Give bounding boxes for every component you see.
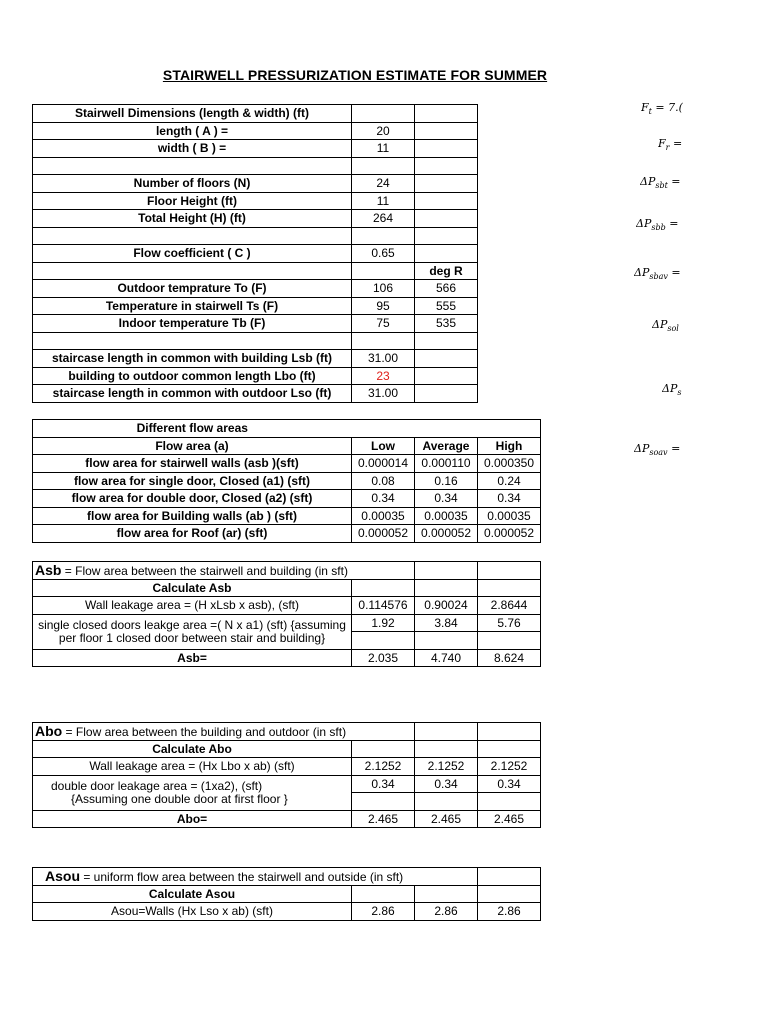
lso-label[interactable]: staircase length in common with outdoor Lso (ft) (33, 385, 352, 403)
flow-row-label[interactable]: flow area for double door, Closed (a2) (sft) (33, 490, 352, 508)
table-row (33, 262, 478, 280)
table-row (33, 367, 478, 385)
equation-ft: $F_t = 7$.( (641, 101, 683, 116)
table-row (33, 579, 541, 597)
table-row (33, 245, 478, 263)
asb-total-low[interactable]: 2.035 (352, 649, 415, 667)
equation-fr: $F_r$ = (658, 137, 683, 152)
abo-wall-high[interactable]: 2.1252 (478, 758, 541, 776)
flow-coef-label[interactable]: Flow coefficient ( C ) (33, 245, 352, 263)
asb-wall-high[interactable]: 2.8644 (478, 597, 541, 615)
asb-calc-label[interactable]: Calculate Asb (33, 579, 352, 597)
lso-value[interactable]: 31.00 (352, 385, 415, 403)
flow-row-low[interactable]: 0.08 (352, 472, 415, 490)
asb-symbol: Asb (35, 561, 62, 578)
flow-row-high[interactable]: 0.00035 (478, 507, 541, 525)
asb-wall-avg[interactable]: 0.90024 (415, 597, 478, 615)
asou-table (32, 867, 541, 921)
table-row (33, 210, 478, 228)
indoor-temp-r[interactable]: 535 (415, 315, 478, 333)
asb-total-high[interactable]: 8.624 (478, 649, 541, 667)
abo-total-high[interactable]: 2.465 (478, 810, 541, 828)
lsb-value[interactable]: 31.00 (352, 350, 415, 368)
table-row (33, 437, 541, 455)
table-row (33, 649, 541, 667)
equation-psoav: $\Delta P_{soav}$ = (634, 442, 681, 457)
table-row (33, 157, 478, 175)
table-row (33, 122, 478, 140)
dims-label[interactable]: Stairwell Dimensions (length & width) (ft) (33, 105, 352, 123)
abo-calc-label[interactable]: Calculate Abo (33, 740, 352, 758)
deg-r-header[interactable]: deg R (415, 262, 478, 280)
outdoor-temp-r[interactable]: 566 (415, 280, 478, 298)
table-row (33, 723, 541, 741)
table-row (33, 525, 541, 543)
flow-row-low[interactable]: 0.000014 (352, 455, 415, 473)
asou-description: = uniform flow area between the stairwell and outside (in sft) (80, 869, 404, 884)
asb-total-label[interactable]: Asb= (33, 649, 352, 667)
asb-description: = Flow area between the stairwell and building (in sft) (61, 563, 348, 578)
floor-height-value[interactable]: 11 (352, 192, 415, 210)
stair-temp-f[interactable]: 95 (352, 297, 415, 315)
table-row (33, 455, 541, 473)
floors-value[interactable]: 24 (352, 175, 415, 193)
asou-wall-label[interactable]: Asou=Walls (Hx Lso x ab) (sft) (33, 903, 352, 921)
lsb-label[interactable]: staircase length in common with building Lsb (ft) (33, 350, 352, 368)
table-row (33, 315, 478, 333)
floors-label[interactable]: Number of floors (N) (33, 175, 352, 193)
width-label[interactable]: width ( B ) = (33, 140, 352, 158)
flow-row-avg[interactable]: 0.34 (415, 490, 478, 508)
asou-low[interactable]: 2.86 (352, 903, 415, 921)
table-row (33, 280, 478, 298)
flow-row-avg[interactable]: 0.16 (415, 472, 478, 490)
table-row (33, 192, 478, 210)
table-row (33, 885, 541, 903)
flow-row-label[interactable]: flow area for stairwell walls (asb )(sft) (33, 455, 352, 473)
abo-door-label: double door leakage area = (1xa2), (sft) (51, 778, 263, 793)
length-value[interactable]: 20 (352, 122, 415, 140)
table-row (33, 775, 541, 793)
high-header[interactable]: High (478, 437, 541, 455)
asb-total-avg[interactable]: 4.740 (415, 649, 478, 667)
table-row (33, 758, 541, 776)
abo-door-low[interactable]: 0.34 (352, 775, 415, 793)
table-row (33, 297, 478, 315)
table-row (33, 350, 478, 368)
flow-row-high[interactable]: 0.24 (478, 472, 541, 490)
flow-row-high[interactable]: 0.000350 (478, 455, 541, 473)
asou-heading[interactable] (33, 868, 478, 886)
table-row (33, 868, 541, 886)
indoor-temp-label[interactable]: Indoor temperature Tb (F) (33, 315, 352, 333)
abo-door-cell[interactable] (33, 775, 352, 810)
flow-areas-heading[interactable]: Different flow areas (33, 420, 352, 438)
flow-row-label[interactable]: flow area for Roof (ar) (sft) (33, 525, 352, 543)
equation-psbb: $\Delta P_{sbb}$ = (636, 217, 679, 232)
lbo-value[interactable]: 23 (352, 367, 415, 385)
abo-symbol: Abo (35, 722, 63, 739)
abo-door-high[interactable]: 0.34 (478, 775, 541, 793)
outdoor-temp-label[interactable]: Outdoor temprature To (F) (33, 280, 352, 298)
width-value[interactable]: 11 (352, 140, 415, 158)
equation-psbav: $\Delta P_{sbav}$ = (634, 266, 681, 281)
abo-wall-label[interactable]: Wall leakage area = (Hx Lbo x ab) (sft) (33, 758, 352, 776)
table-row (33, 472, 541, 490)
flow-row-low[interactable]: 0.000052 (352, 525, 415, 543)
flow-row-high[interactable]: 0.000052 (478, 525, 541, 543)
abo-door-note: {Assuming one double door at first floor } (71, 791, 288, 806)
table-row (33, 105, 478, 123)
flow-row-avg[interactable]: 0.000052 (415, 525, 478, 543)
page-title: STAIRWELL PRESSURIZATION ESTIMATE FOR SUMMER (162, 67, 548, 83)
indoor-temp-f[interactable]: 75 (352, 315, 415, 333)
asou-avg[interactable]: 2.86 (415, 903, 478, 921)
equation-psol: $\Delta P_{sol}$ (652, 318, 679, 333)
abo-total-avg[interactable]: 2.465 (415, 810, 478, 828)
floor-height-label[interactable]: Floor Height (ft) (33, 192, 352, 210)
total-height-value[interactable]: 264 (352, 210, 415, 228)
stair-temp-label[interactable]: Temperature in stairwell Ts (F) (33, 297, 352, 315)
asb-wall-low[interactable]: 0.114576 (352, 597, 415, 615)
outdoor-temp-f[interactable]: 106 (352, 280, 415, 298)
asb-door-high[interactable]: 5.76 (478, 614, 541, 632)
flow-areas-table (32, 419, 541, 543)
asb-heading[interactable] (33, 562, 415, 580)
table-row (33, 810, 541, 828)
abo-heading[interactable] (33, 723, 415, 741)
table-row (33, 507, 541, 525)
flow-row-label[interactable]: flow area for Building walls (ab ) (sft) (33, 507, 352, 525)
asou-high[interactable]: 2.86 (478, 903, 541, 921)
table-row (33, 597, 541, 615)
abo-total-low[interactable]: 2.465 (352, 810, 415, 828)
flow-row-avg[interactable]: 0.00035 (415, 507, 478, 525)
asou-calc-label[interactable]: Calculate Asou (33, 885, 352, 903)
average-header[interactable]: Average (415, 437, 478, 455)
asb-wall-label[interactable]: Wall leakage area = (H xLsb x asb), (sft) (33, 597, 352, 615)
table-row (33, 140, 478, 158)
equation-ps: $\Delta P_s$ (662, 382, 682, 397)
lbo-label[interactable]: building to outdoor common length Lbo (ft) (33, 367, 352, 385)
low-header[interactable]: Low (352, 437, 415, 455)
table-row (33, 385, 478, 403)
total-height-label[interactable]: Total Height (H) (ft) (33, 210, 352, 228)
flow-coef-value[interactable]: 0.65 (352, 245, 415, 263)
table-row (33, 903, 541, 921)
abo-wall-avg[interactable]: 2.1252 (415, 758, 478, 776)
table-row (33, 490, 541, 508)
stair-temp-r[interactable]: 555 (415, 297, 478, 315)
table-row (33, 420, 541, 438)
flow-row-low[interactable]: 0.00035 (352, 507, 415, 525)
equation-psbt: $\Delta P_{sbt}$ = (640, 175, 681, 190)
inputs-table (32, 104, 478, 403)
flow-row-low[interactable]: 0.34 (352, 490, 415, 508)
asb-door-label[interactable]: single closed doors leakge area =( N x a1) (sft) {assuming per floor 1 closed door between stair and building} (33, 614, 352, 649)
table-row (33, 227, 478, 245)
table-row (33, 614, 541, 632)
asb-door-avg[interactable]: 3.84 (415, 614, 478, 632)
table-row (33, 175, 478, 193)
asb-table (32, 561, 541, 667)
asou-symbol: Asou (45, 867, 80, 884)
abo-description: = Flow area between the building and outdoor (in sft) (62, 724, 347, 739)
abo-wall-low[interactable]: 2.1252 (352, 758, 415, 776)
length-label[interactable]: length ( A ) = (33, 122, 352, 140)
table-row (33, 562, 541, 580)
flow-row-label[interactable]: flow area for single door, Closed (a1) (sft) (33, 472, 352, 490)
asb-door-low[interactable]: 1.92 (352, 614, 415, 632)
table-row (33, 740, 541, 758)
abo-total-label[interactable]: Abo= (33, 810, 352, 828)
abo-table (32, 722, 541, 828)
abo-door-avg[interactable]: 0.34 (415, 775, 478, 793)
flow-area-col-label[interactable]: Flow area (a) (33, 437, 352, 455)
flow-row-high[interactable]: 0.34 (478, 490, 541, 508)
table-row (33, 332, 478, 350)
flow-row-avg[interactable]: 0.000110 (415, 455, 478, 473)
